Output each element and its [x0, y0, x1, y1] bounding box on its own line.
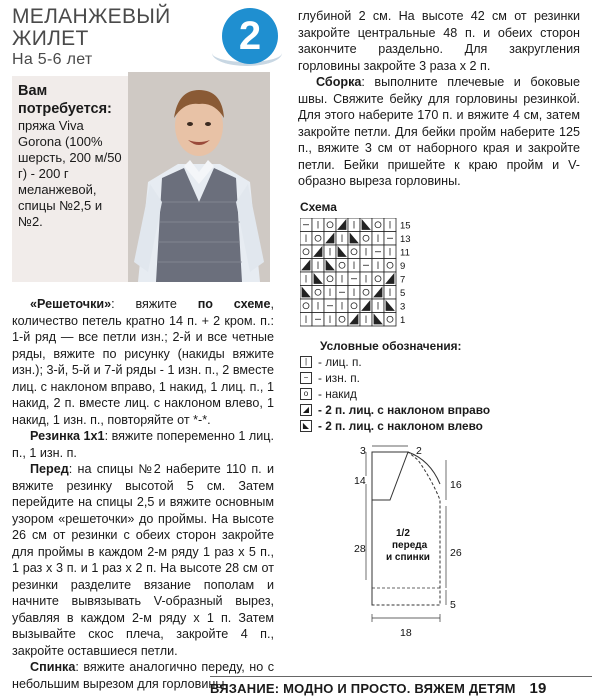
footer-rule [210, 676, 592, 677]
left-column [12, 296, 274, 692]
front-paragraph [12, 461, 274, 659]
back-text: : вяжите аналогично переду, но с небольшим вырезом для горловины [12, 660, 274, 691]
legend-item [300, 370, 490, 386]
chart-row-number: 5 [400, 288, 406, 299]
materials-heading-2: потребуется: [18, 101, 112, 117]
stitch-text-a: : вяжите [111, 297, 198, 311]
rib-paragraph [12, 428, 274, 461]
dim-body-left: 28 [354, 543, 366, 555]
legend [300, 338, 490, 434]
front-text: : на спицы №2 наберите 110 п. и вяжите резинку высотой 5 см. Затем перейдите на спицы 2,5 и вяжите основным узором «решеточки» до проймы. На высоте 26 см от резинки с обеих сторон закройте для проймы в каждом 2-м ряду 1 раз х 5 п., 1 раз х 3 п. и 1 раз х 2 п. На высоте 28 см от резинки разделите вязание пополам и начните вывязывать V-образный вырез, убавляя в каждом 2-м ряду х 1 п. Затем вызывайте скос плеча, закройте 4 п., закройте оставшиеся петли. [12, 462, 274, 658]
dim-top-left: 3 [360, 445, 366, 457]
back-label: Спинка [30, 660, 76, 674]
stitch-chart [300, 218, 430, 330]
legend-label: - 2 п. лиц. с наклоном влево [318, 419, 483, 433]
back-continued-paragraph: глубиной 2 см. На высоте 42 см от резинки закройте центральные 48 п. и обеих сторон закончите раздельно. Для закругления горловины закройте 3 раза х 2 п. [298, 9, 580, 73]
yarn-over-mark [327, 276, 333, 282]
footer-text: ВЯЗАНИЕ: МОДНО И ПРОСТО. ВЯЖЕМ ДЕТЯМ [210, 681, 516, 696]
yarn-over-mark [351, 249, 357, 255]
front-label: Перед [30, 462, 69, 476]
chart-row-number: 1 [400, 315, 406, 326]
chart-row-number: 13 [400, 234, 411, 245]
title-line-1: МЕЛАНЖЕВЫЙ [12, 5, 171, 28]
dim-body-right: 26 [450, 547, 462, 559]
chart-row-number: 11 [400, 247, 410, 259]
yarn-over-mark [375, 276, 381, 282]
page-number: 19 [529, 680, 547, 697]
chart-row-number: 3 [400, 301, 406, 313]
assembly-label: Сборка [316, 75, 362, 89]
yarn-over-mark [387, 262, 393, 268]
chart-title: Схема [300, 200, 337, 214]
yarn-over-symbol-icon: o [300, 388, 312, 400]
dim-armhole-left: 14 [354, 475, 366, 487]
chart-row-number: 7 [400, 274, 406, 286]
legend-item [300, 418, 490, 434]
yarn-over-mark [339, 262, 345, 268]
schematic-label-1: 1/2 [396, 528, 410, 539]
chart-row-number: 15 [400, 220, 411, 232]
title-line-2: ЖИЛЕТ [12, 27, 89, 50]
assembly-paragraph [298, 74, 580, 190]
materials-heading-1: Вам [18, 83, 48, 99]
stitch-label: «Решеточки» [30, 297, 112, 311]
yarn-over-mark [327, 222, 333, 228]
k2tog-left-symbol-icon: ◣ [300, 420, 312, 432]
legend-item [300, 354, 490, 370]
chart-row-number: 9 [400, 261, 406, 272]
yarn-over-mark [303, 303, 309, 309]
pattern-stitch-paragraph [12, 296, 274, 428]
child-vest-photo [128, 72, 270, 282]
yarn-over-mark [315, 235, 321, 241]
schematic-label-2: переда [392, 540, 428, 551]
stitch-text-b: по схеме [197, 297, 271, 311]
yarn-over-mark [375, 222, 381, 228]
yarn-over-mark [315, 289, 321, 295]
pattern-number-badge: 2 [222, 8, 278, 64]
legend-label: - изн. п. [318, 371, 360, 385]
materials-text: пряжа Viva Gorona (100% шерсть, 200 м/50 г) - 200 г меланжевой, спицы №2,5 и №2. [18, 118, 122, 229]
right-column [298, 8, 580, 190]
legend-item [300, 386, 490, 402]
footer [210, 680, 547, 697]
legend-item [300, 402, 490, 418]
article-title [12, 6, 171, 70]
yarn-over-mark [303, 249, 309, 255]
yarn-over-mark [387, 316, 393, 322]
yarn-over-mark [363, 235, 369, 241]
knit-symbol-icon: | [300, 356, 312, 368]
dim-top-right: 2 [416, 445, 422, 457]
rib-text: : вяжите попеременно 1 лиц. п., 1 изн. п. [12, 429, 274, 460]
dim-rib: 5 [450, 599, 456, 611]
yarn-over-mark [351, 303, 357, 309]
yarn-over-mark [339, 316, 345, 322]
legend-label: - накид [318, 387, 357, 401]
rib-label: Резинка 1х1 [30, 429, 105, 443]
materials [18, 82, 130, 230]
dim-width: 18 [400, 627, 412, 639]
stitch-text-c: , количество петель кратно 14 п. + 2 кром. п.: 1-й ряд — все петли изн.; 2-й и все четные ряды, вяжите по рисунку (накиды вяжите изн.); 3-й, 5-й и 7-й ряды - 1 изн. п., 2 вместе лиц. с наклоном вправо, 1 накид, 1 лиц. п., 1 накид, 2 п. вместе лиц. с наклоном влево, 1 накид, 1 изн. п., повторяйте от *-*. [12, 297, 274, 427]
purl-symbol-icon: − [300, 372, 312, 384]
k2tog-right-symbol-icon: ◢ [300, 404, 312, 416]
article-subtitle: На 5-6 лет [12, 51, 93, 68]
yarn-over-mark [363, 289, 369, 295]
garment-schematic [340, 440, 500, 655]
dim-armhole-right: 16 [450, 479, 462, 491]
legend-label: - лиц. п. [318, 355, 362, 369]
assembly-text: : выполните плечевые и боковые швы. Свяжите бейку для горловины резинкой. Для этого наберите 170 п. и вяжите 4 см, затем закройте петли. Для бейки пройм наберите 125 п., вяжите 3 см от наборного края и закройте петли. Бейки пришейте к краю пройм и V-образно выреза горловины. [298, 75, 580, 188]
schematic-label-3: и спинки [386, 552, 430, 563]
legend-title: Условные обозначения: [320, 339, 462, 353]
legend-label: - 2 п. лиц. с наклоном вправо [318, 403, 491, 417]
